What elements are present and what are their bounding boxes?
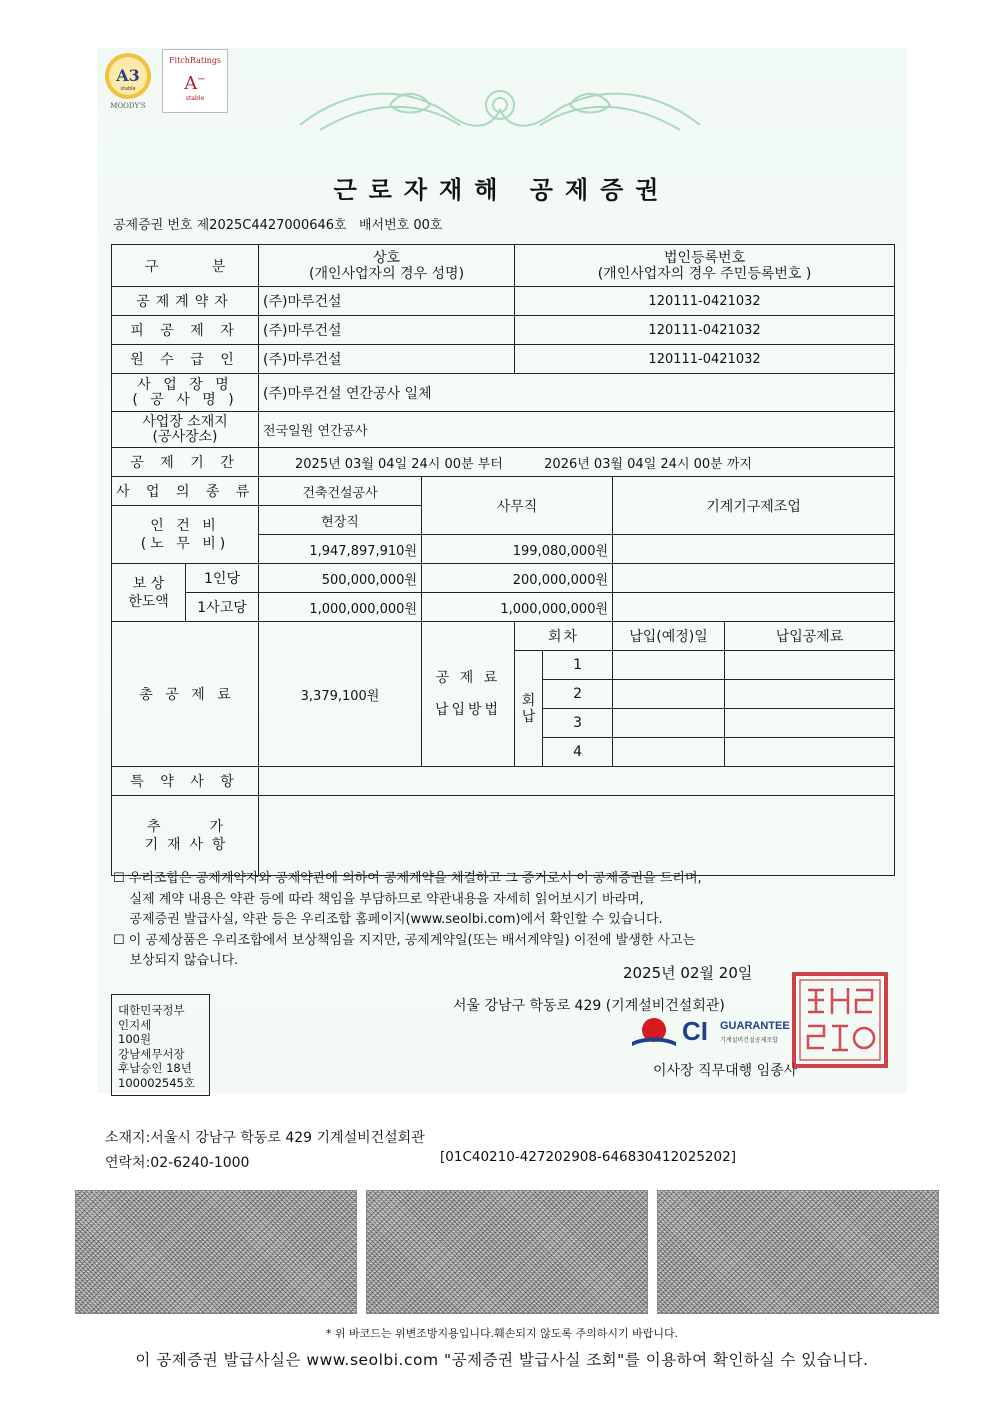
stamp-line: 대한민국정부: [118, 1003, 185, 1017]
stamp-line: 인지세: [118, 1017, 152, 1032]
pay-amount-cell: [725, 651, 895, 680]
round-label: 회차: [515, 622, 613, 651]
extra-notes-label-sub: 기 재 사 항: [144, 836, 226, 853]
pay-method-cell: [422, 622, 515, 767]
notice-line: ☐ 우리조합은 공제계약자와 공제약관에 의하여 공제계약을 체결하고 그 증거로서 이 공제증권을 드리며,: [113, 871, 702, 886]
site-name: (주)마루건설 연간공사 일체: [259, 374, 895, 412]
security-barcode: [75, 1190, 357, 1314]
installment-label: 회납: [515, 651, 543, 767]
per-accident-construction: 1,000,000,000원: [259, 593, 422, 622]
biz-type-office: 사무직: [422, 477, 613, 535]
insured-name: (주)마루건설: [259, 316, 515, 345]
due-date-cell: [613, 738, 725, 767]
ci-logo-text: GUARANTEE: [720, 1020, 790, 1032]
beneficiary-row: [112, 345, 895, 374]
security-barcode: [657, 1190, 939, 1314]
issuer-address: 서울 강남구 학동로 429 (기계설비건설회관): [453, 998, 725, 1014]
biz-type-label: 사 업 의 종 류: [112, 477, 259, 506]
stamp-line: 강남세무서장: [118, 1046, 185, 1061]
header-gubun: 구 분: [112, 245, 259, 287]
special-terms-value: [259, 767, 895, 796]
period-label: 공 제 기 간: [112, 448, 259, 477]
fitch-rating-logo: [162, 49, 228, 113]
due-date-cell: [613, 651, 725, 680]
ci-logo-ci: CI: [682, 1016, 708, 1046]
fitch-name: FitchRatings: [168, 56, 222, 65]
pay-method-label-sub: 납입방법: [434, 702, 502, 718]
period-row: [112, 448, 895, 477]
per-person-machinery: [613, 564, 895, 593]
header-reg: 법인등록번호: [663, 249, 746, 266]
beneficiary-name: (주)마루건설: [259, 345, 515, 374]
per-accident-machinery: [613, 593, 895, 622]
certificate-table: [111, 244, 895, 876]
biz-type-row: [112, 477, 895, 506]
header-name: 상호: [372, 249, 401, 266]
header-name-cell: [259, 245, 515, 287]
fitch-outlook: stable: [185, 95, 205, 102]
period-value: 2025년 03월 04일 24시 00분 부터 2026년 03월 04일 24시 00분 까지: [259, 448, 895, 477]
due-date-cell: [613, 680, 725, 709]
comp-limit-label-sub: 한도액: [128, 593, 169, 610]
header-row: [112, 245, 895, 287]
pay-amount-cell: [725, 680, 895, 709]
notice-line: 실제 계약 내용은 약관 등에 따라 책임을 부담하므로 약관내용을 자세히 읽어보시기 바라며,: [113, 891, 644, 907]
ci-logo-sub: 기계설비건설공제조합: [720, 1037, 778, 1044]
official-seal: [790, 970, 890, 1070]
header-name-sub: (개인사업자의 경우 성명): [308, 265, 465, 282]
header-reg-sub: (개인사업자의 경우 주민등록번호 ): [597, 265, 812, 282]
security-barcode: [366, 1190, 648, 1314]
footer-address: 소재지:서울시 강남구 학동로 429 기계설비건설회관: [105, 1130, 425, 1146]
contractor-row: [112, 287, 895, 316]
round-number: 2: [543, 680, 613, 709]
verification-note: 이 공제증권 발급사실은 www.seolbi.com "공제증권 발급사실 조회"를 이용하여 확인하실 수 있습니다.: [135, 1351, 869, 1369]
beneficiary-reg: 120111-0421032: [515, 345, 895, 374]
pay-method-label: 공 제 료: [435, 670, 501, 686]
extra-notes-label-cell: [112, 796, 259, 876]
page-title: 근로자재해 공제증권: [333, 176, 671, 204]
comp-limit-label: 보 상: [132, 575, 165, 592]
beneficiary-label: 원 수 급 인: [112, 345, 259, 374]
notice-line: 보상되지 않습니다.: [113, 953, 239, 968]
decorative-ornament: [290, 75, 710, 145]
labor-machinery: [613, 535, 895, 564]
issue-date: 2025년 02월 20일: [623, 964, 753, 982]
per-accident-label: 1사고당: [186, 593, 259, 622]
biz-type-machinery: 기계기구제조업: [613, 477, 895, 535]
location-label-cell: [112, 412, 259, 448]
pay-amount-cell: [725, 738, 895, 767]
per-accident-row: [112, 593, 895, 622]
labor-label: 인 건 비: [150, 517, 220, 534]
labor-label-sub: (노 무 비): [140, 535, 230, 552]
fitch-grade: A: [184, 73, 198, 94]
biz-type-construction: 건축건설공사: [259, 477, 422, 506]
round-number: 3: [543, 709, 613, 738]
notice-block: [113, 869, 702, 972]
contractor-reg: 120111-0421032: [515, 287, 895, 316]
stamp-line: 100002545호: [118, 1075, 195, 1090]
location-label: 사업장 소재지: [142, 413, 228, 430]
per-person-construction: 500,000,000원: [259, 564, 422, 593]
contractor-label: 공제계약자: [112, 287, 259, 316]
location-row: [112, 412, 895, 448]
pay-amount-label: 납입공제료: [725, 622, 895, 651]
round-number: 1: [543, 651, 613, 680]
stamp-line: 100원: [118, 1032, 152, 1046]
extra-notes-row: [112, 796, 895, 876]
notice-line: 공제증권 발급사실, 약관 등은 우리조합 홈페이지(www.seolbi.com)에서 확인할 수 있습니다.: [113, 912, 663, 927]
site-label-cell: [112, 374, 259, 412]
due-date-cell: [613, 709, 725, 738]
per-person-label: 1인당: [186, 564, 259, 593]
site-label-sub: ( 공 사 명 ): [132, 391, 238, 408]
special-terms-label: 특 약 사 항: [112, 767, 259, 796]
revenue-stamp-box: [111, 994, 210, 1096]
ci-logo-mark-icon: [630, 1016, 678, 1052]
round-number: 4: [543, 738, 613, 767]
labor-office: 199,080,000원: [422, 535, 613, 564]
per-accident-office: 1,000,000,000원: [422, 593, 613, 622]
location-label-sub: (공사장소): [152, 428, 218, 445]
pay-amount-cell: [725, 709, 895, 738]
notice-line: ☐ 이 공제상품은 우리조합에서 보상책임을 지지만, 공제계약일(또는 배서계약일) 이전에 발생한 사고는: [113, 932, 696, 948]
fitch-sign: −: [197, 74, 206, 85]
moodys-rating-logo: [96, 50, 160, 112]
special-terms-row: [112, 767, 895, 796]
barcode-number: [01C40210-427202908-646830412025202]: [440, 1149, 736, 1165]
insured-reg: 120111-0421032: [515, 316, 895, 345]
moodys-grade: A3: [116, 66, 140, 85]
biz-type-field: 현장직: [259, 506, 422, 535]
labor-label-cell: [112, 506, 259, 564]
premium-header-row: [112, 622, 895, 651]
stamp-line: 후납승인 18년: [118, 1061, 192, 1075]
insured-row: [112, 316, 895, 345]
barcode-note: * 위 바코드는 위변조방지용입니다.훼손되지 않도록 주의하시기 바랍니다.: [325, 1327, 679, 1340]
labor-construction: 1,947,897,910원: [259, 535, 422, 564]
site-row: [112, 374, 895, 412]
issuer-signature: 이사장 직무대행 임종사: [653, 1063, 798, 1079]
certificate-number: 공제증권 번호 제2025C4427000646호 배서번호 00호: [113, 218, 443, 233]
moodys-outlook: stable: [120, 86, 136, 92]
per-person-row: [112, 564, 895, 593]
extra-notes-label: 추 가: [147, 818, 224, 835]
moodys-name: MOODY'S: [110, 102, 146, 110]
location-value: 전국일원 연간공사: [259, 412, 895, 448]
due-date-label: 납입(예정)일: [613, 622, 725, 651]
premium-label: 총 공 제 료: [112, 622, 259, 767]
insured-label: 피 공 제 자: [112, 316, 259, 345]
comp-limit-label-cell: [112, 564, 186, 622]
contractor-name: (주)마루건설: [259, 287, 515, 316]
footer-contact: 연락처:02-6240-1000: [105, 1155, 250, 1171]
per-person-office: 200,000,000원: [422, 564, 613, 593]
extra-notes-value: [259, 796, 895, 876]
premium-value: 3,379,100원: [259, 622, 422, 767]
site-label: 사 업 장 명: [137, 376, 233, 393]
header-reg-cell: [515, 245, 895, 287]
